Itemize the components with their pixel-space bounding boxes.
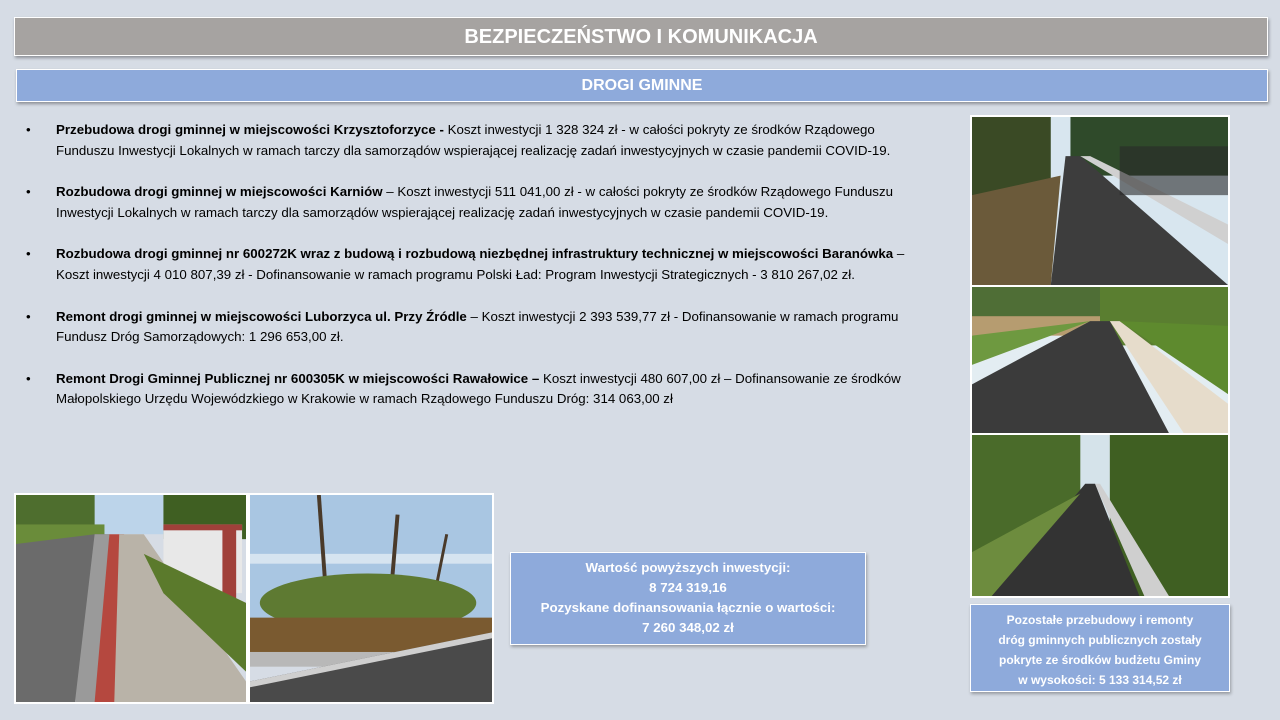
summary-label-funding: Pozyskane dofinansowania łącznie o wartości:	[540, 600, 836, 615]
page-title: BEZPIECZEŃSTWO I KOMUNIKACJA	[14, 17, 1268, 56]
list-item	[26, 369, 926, 410]
list-item	[26, 120, 926, 161]
road-fence-photo	[970, 115, 1230, 287]
list-item	[26, 244, 926, 285]
note-line: Pozostałe przebudowy i remonty	[1006, 613, 1194, 627]
list-item	[26, 307, 926, 348]
list-item	[26, 182, 926, 223]
note-line: pokryte ze środków budżetu Gminy	[998, 653, 1202, 667]
summary-label-total: Wartość powyższych inwestycji:	[585, 560, 791, 575]
investment-list	[26, 120, 926, 431]
bullet-icon: •	[26, 246, 31, 262]
summary-value-funding: 7 260 348,02 zł	[642, 620, 734, 635]
item-title: Remont drogi gminnej w miejscowości Luborzyca ul. Przy Źródle	[56, 308, 467, 324]
road-hedge-photo	[970, 433, 1230, 598]
bullet-icon: •	[26, 122, 31, 137]
budget-note-box	[970, 604, 1230, 692]
summary-value-total: 8 724 319,16	[649, 580, 727, 595]
item-text: Koszt inwestycji 480 607,00 zł – Dofinansowanie ze środków Małopolskiego Urzędu Wojewódzkiego w Krakowie w ramach Rządowego Funduszu Dróg: 314 063,00 zł	[56, 370, 901, 407]
item-title: Rozbudowa drogi gminnej nr 600272K wraz z budową i rozbudową niezbędnej infrastruktury technicznej w miejscowości Baranówka	[56, 246, 894, 262]
item-text: – Koszt inwestycji 511 041,00 zł - w całości pokryty ze środków Rządowego Funduszu Inwestycji Lokalnych w ramach tarczy dla samorządów wspierającej realizację zadań inwestycyjnych w czasie pandemii COVID-19.	[56, 184, 893, 220]
item-title: Rozbudowa drogi gminnej w miejscowości Karniów	[56, 184, 383, 200]
item-text: – Koszt inwestycji 2 393 539,77 zł - Dofinansowanie w ramach programu Fundusz Dróg Samorządowych: 1 296 653,00 zł.	[56, 308, 899, 345]
item-title: Przebudowa drogi gminnej w miejscowości Krzysztoforzyce -	[56, 122, 444, 137]
section-title: DROGI GMINNE	[16, 69, 1268, 102]
item-text: Koszt inwestycji 1 328 324 zł - w całości pokryty ze środków Rządowego Funduszu Inwestycji Lokalnych w ramach tarczy dla samorządów wspierającej realizację zadań inwestycyjnych w czasie pandemii COVID-19.	[56, 122, 891, 158]
bullet-icon: •	[26, 308, 31, 324]
summary-box	[510, 552, 866, 645]
sidewalk-photo	[14, 493, 248, 704]
item-text: – Koszt inwestycji 4 010 807,39 zł - Dofinansowanie w ramach programu Polski Ład: Program Inwestycji Strategicznych - 3 810 267,02 zł.	[56, 246, 905, 282]
road-trees-photo	[248, 493, 494, 704]
bullet-icon: •	[26, 184, 31, 200]
bullet-icon: •	[26, 370, 31, 386]
road-field-photo	[970, 285, 1230, 435]
note-line: dróg gminnych publicznych zostały	[998, 633, 1202, 647]
item-title: Remont Drogi Gminnej Publicznej nr 600305K w miejscowości Rawałowice –	[56, 370, 540, 386]
note-line: w wysokości: 5 133 314,52 zł	[1018, 673, 1182, 687]
